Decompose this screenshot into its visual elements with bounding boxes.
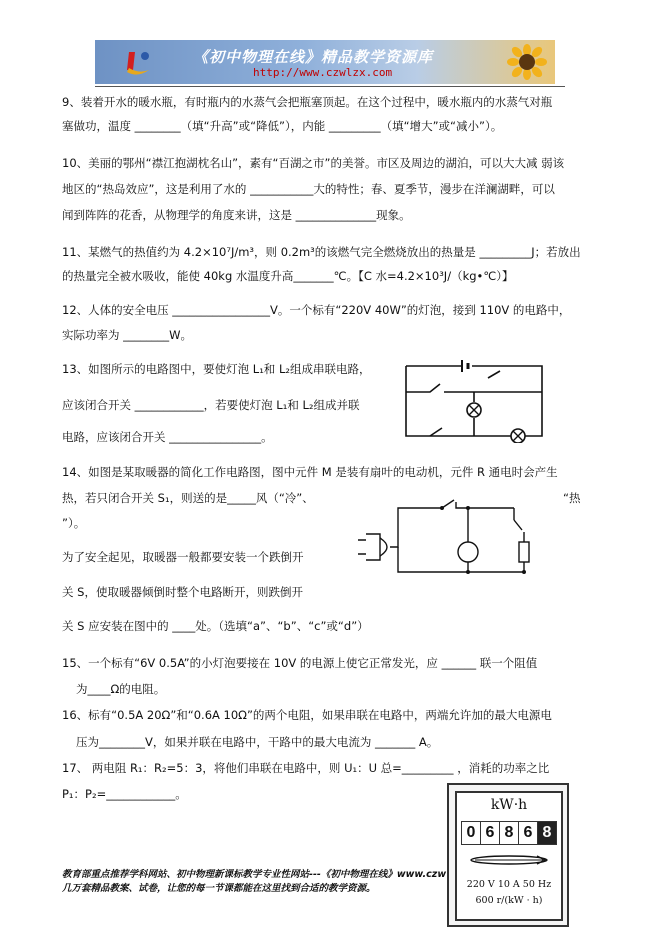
meter-face — [455, 791, 563, 921]
circuit-diagram-13 — [400, 358, 548, 443]
q14-line1: 14、如图是某取暖器的简化工作电路图，图中元件 M 是装有扇叶的电动机，元件 R 通电时会产生 — [62, 465, 558, 479]
motor-icon — [458, 542, 478, 562]
meter-spec-1: 220 V 10 A 50 Hz — [466, 879, 552, 890]
header-banner — [95, 40, 555, 84]
q14-line3: ”）。 — [62, 516, 86, 530]
circuit-diagram-14 — [338, 490, 548, 585]
q12-line1: 12、人体的安全电压 _________________V。一个标有“220V 40W”的灯泡，接到 110V 的电路中， — [62, 303, 571, 317]
q10-line1: 10、美丽的鄂州“襟江抱湖枕名山”，素有“百湖之市”的美誉。市区及周边的湖泊，可以大大减 弱该 — [62, 156, 565, 170]
footer-line2: 几万套精品教案、试卷，让您的每一节课都能在这里找到合适的教学资源。 — [62, 883, 376, 894]
q14-line6: 关 S 应安装在图中的 ____处。（选填“a”、“b”、“c”或“d”） — [62, 619, 369, 633]
q9-line2: 塞做功，温度 ________（填“升高”或“降低”），内能 _________（填“增大”或“减小”）。 — [62, 119, 503, 133]
q16-line1: 16、标有“0.5A 20Ω”和“0.6A 10Ω”的两个电阻，如果串联在电路中，两端允许加的最大电源电 — [62, 708, 552, 722]
q17-line1: 17、 两电阻 R₁：R₂=5：3，将他们串联在电路中，则 U₁：U 总=_________ ，消耗的功率之比 — [62, 761, 550, 775]
resistor-icon — [519, 542, 529, 562]
q14-line2a: 热，若只闭合开关 S₁，则送的是_____风（“冷”、 — [62, 491, 314, 505]
meter-digits — [461, 821, 557, 845]
q15-line1: 15、一个标有“6V 0.5A”的小灯泡要接在 10V 的电源上使它正常发光，应 ______ 联一个阻值 — [62, 656, 538, 670]
q12-line2: 实际功率为 ________W。 — [62, 328, 193, 342]
logo-icon — [123, 48, 153, 78]
q9-line1: 9、装着开水的暖水瓶，有时瓶内的水蒸气会把瓶塞顶起。在这个过程中，暖水瓶内的水蒸气对瓶 — [62, 95, 553, 109]
q13-line3: 电路，应该闭合开关 ________________。 — [62, 430, 273, 444]
q11-line1: 11、某燃气的热值约为 4.2×10⁷J/m³，则 0.2m³的该燃气完全燃烧放出的热量是 _________J；若放出 — [62, 245, 581, 259]
lamp-l2-icon — [511, 429, 525, 443]
meter-digit: 6 — [519, 822, 538, 844]
energy-meter — [447, 783, 569, 927]
q15-line2: 为____Ω的电阻。 — [76, 682, 166, 696]
q14-line4: 为了安全起见，取暖器一般都要安装一个跌倒开 — [62, 550, 304, 564]
meter-unit: kW·h — [490, 797, 528, 813]
sunflower-icon — [505, 44, 549, 80]
meter-digit: 8 — [538, 822, 556, 844]
meter-digit: 8 — [500, 822, 519, 844]
q11-line2: 的热量完全被水吸收，能使 40kg 水温度升高_______℃。【C 水=4.2×10³J/（kg•℃）】 — [62, 269, 514, 283]
footer-line1: 教育部重点推荐学科网站、初中物理新课标教学专业性网站---《初中物理在线》www.czw — [62, 869, 447, 880]
banner-url[interactable]: http://www.czwlzx.com — [253, 66, 393, 79]
q13-line2: 应该闭合开关 ____________，若要使灯泡 L₁和 L₂组成并联 — [62, 398, 360, 412]
header-rule — [95, 86, 565, 87]
q10-line2: 地区的“热岛效应”，这是利用了水的 ___________大的特性；春、夏季节，漫步在洋澜湖畔，可以 — [62, 182, 555, 196]
q14-line2b: “热 — [563, 491, 581, 505]
banner-title: 《初中物理在线》精品教学资源库 — [193, 48, 434, 66]
meter-digit: 6 — [481, 822, 500, 844]
q17-line2: P₁：P₂=____________。 — [62, 787, 187, 801]
lamp-l1-icon — [467, 403, 481, 417]
q13-line1: 13、如图所示的电路图中，要使灯泡 L₁和 L₂组成串联电路， — [62, 362, 371, 376]
meter-spec-2: 600 r/(kW · h) — [475, 895, 543, 906]
q10-line3: 闻到阵阵的花香，从物理学的角度来讲，这是 ______________现象。 — [62, 208, 411, 222]
q16-line2: 压为________V，如果并联在电路中，干路中的最大电流为 _______ A。 — [76, 735, 439, 749]
q14-line5: 关 S，使取暖器倾倒时整个电路断开，则跌倒开 — [62, 585, 303, 599]
meter-digit: 0 — [462, 822, 481, 844]
meter-disc-icon — [467, 851, 551, 869]
